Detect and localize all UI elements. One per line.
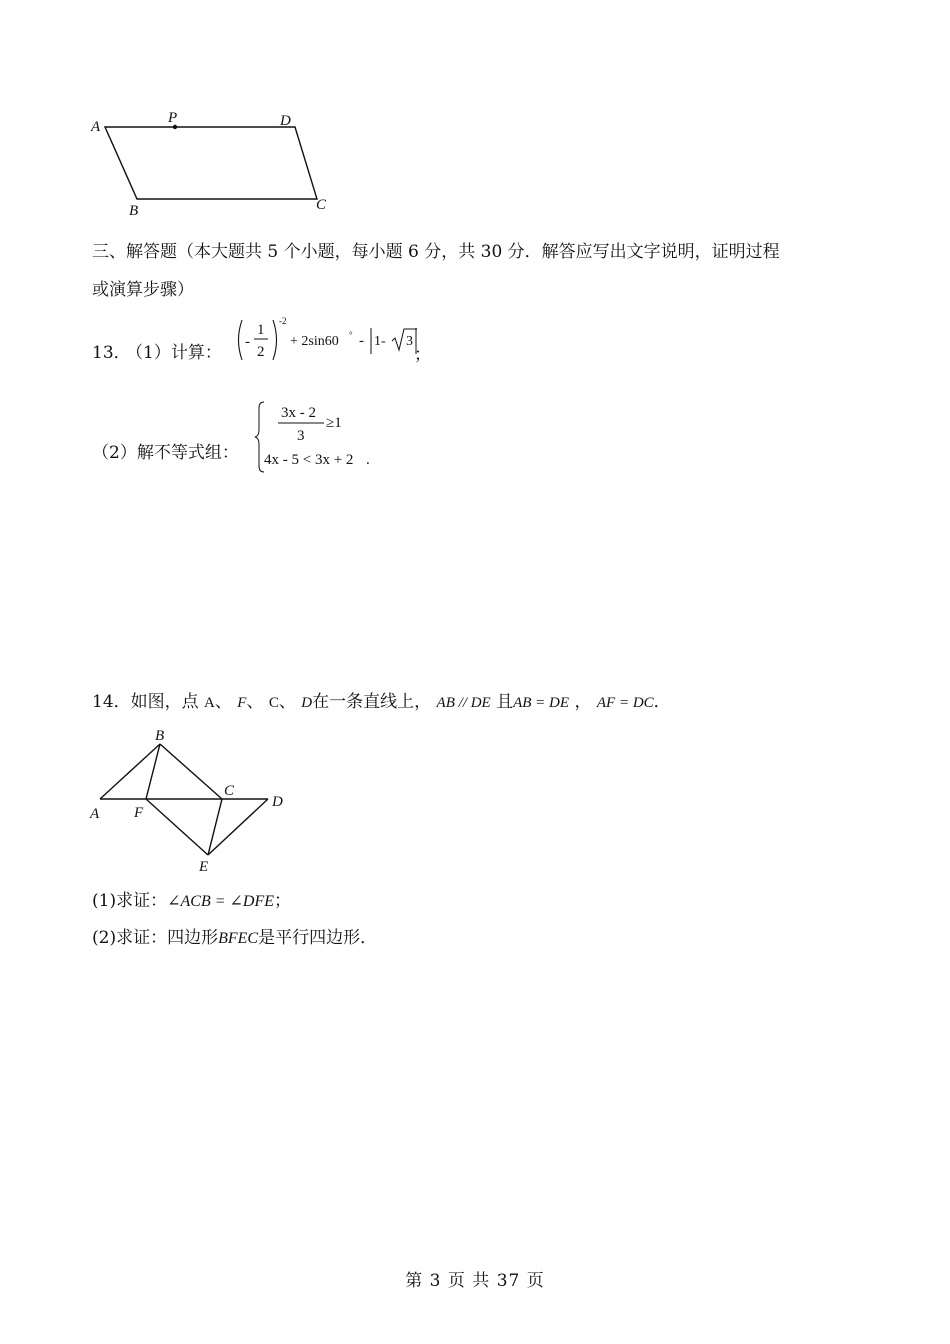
sys-bottom: 4x - 5 < 3x + 2 (264, 452, 354, 468)
fig2-label-a: A (90, 806, 100, 822)
expr-denominator: 2 (257, 344, 265, 360)
q14-sep3: 、 (278, 692, 296, 712)
expr-abs-one: 1- (374, 334, 386, 349)
q14-sep2: 、 (246, 692, 264, 712)
segment-bf (146, 744, 160, 799)
expr-plus-sin: + 2sin60 (290, 334, 339, 349)
sys-end: . (366, 452, 370, 468)
q14-text-c: 且 (496, 692, 514, 712)
fig2-label-f: F (134, 805, 144, 821)
q14-cond3: AF = DC (596, 695, 654, 711)
fig2-label-c: C (224, 783, 235, 799)
expr-minus: - (245, 334, 250, 350)
q14-text-a: 如图，点 (130, 692, 199, 712)
q13-part1-label: （1）计算： (126, 343, 222, 363)
q14-part1-end: ； (274, 891, 292, 911)
q13-part2-label: （2）解不等式组： (92, 443, 239, 463)
q14-number: 14． (92, 692, 131, 712)
expr-sqrt-arg: 3 (406, 334, 413, 349)
label-p: P (168, 110, 178, 126)
segment-bc (160, 744, 222, 799)
sys-top-numerator: 3x - 2 (281, 405, 316, 421)
q14-point-d: D (301, 695, 313, 711)
segment-de (208, 799, 268, 855)
q14-part2-math: BFEC (218, 930, 259, 947)
fig2-label-d: D (272, 794, 283, 810)
q14-part1-label: (1)求证： (92, 891, 168, 911)
q13-number: 13． (92, 343, 131, 363)
q14-statement (92, 690, 671, 715)
segment-fe (146, 799, 208, 855)
inequality-system (252, 396, 382, 478)
q13-expression (232, 314, 432, 372)
fig2-label-e: E (199, 859, 209, 875)
segment-ab (100, 744, 160, 799)
expr-degree: ° (349, 330, 353, 340)
q14-part1-math: ∠ACB = ∠DFE (167, 893, 275, 910)
q14-part2-end: 是平行四边形． (258, 928, 378, 948)
section-heading-line2: 或演算步骤） (92, 280, 194, 300)
q14-text-b: 在一条直线上， (312, 692, 432, 712)
expr-numerator: 1 (257, 322, 265, 338)
label-c: C (316, 197, 327, 213)
q14-point-f: F (237, 695, 247, 711)
q14-sep1: 、 (214, 692, 232, 712)
q14-point-a: A (204, 695, 215, 711)
segment-ce (208, 799, 222, 855)
q14-text-e: ． (653, 692, 671, 712)
expr-minus2: - (359, 333, 364, 349)
parallelogram-outline (105, 127, 317, 199)
fig2-label-b: B (155, 728, 165, 744)
q14-part2-label: (2)求证：四边形 (92, 928, 219, 948)
q14-cond2: AB = DE (513, 695, 570, 711)
page-footer: 第 3 页 共 37 页 (405, 1271, 545, 1291)
sys-top-denominator: 3 (297, 428, 305, 444)
q14-point-c: C (268, 695, 279, 711)
q14-part1 (92, 889, 291, 914)
label-b: B (129, 203, 139, 219)
label-a: A (91, 119, 101, 135)
sys-top-relation: ≥1 (326, 415, 342, 431)
section-heading-line1: 三、解答题（本大题共 5 个小题，每小题 6 分，共 30 分．解答应写出文字说明，证明过程 (92, 242, 780, 262)
label-d: D (280, 113, 291, 129)
expr-exponent: -2 (279, 316, 287, 326)
q13-part1-end: ； (414, 345, 431, 365)
parallelogram-figure (85, 105, 345, 220)
q14-part2 (92, 926, 377, 951)
q14-text-d: ， (574, 692, 592, 712)
q14-cond1: AB // DE (436, 695, 491, 711)
q14-figure (85, 722, 295, 877)
